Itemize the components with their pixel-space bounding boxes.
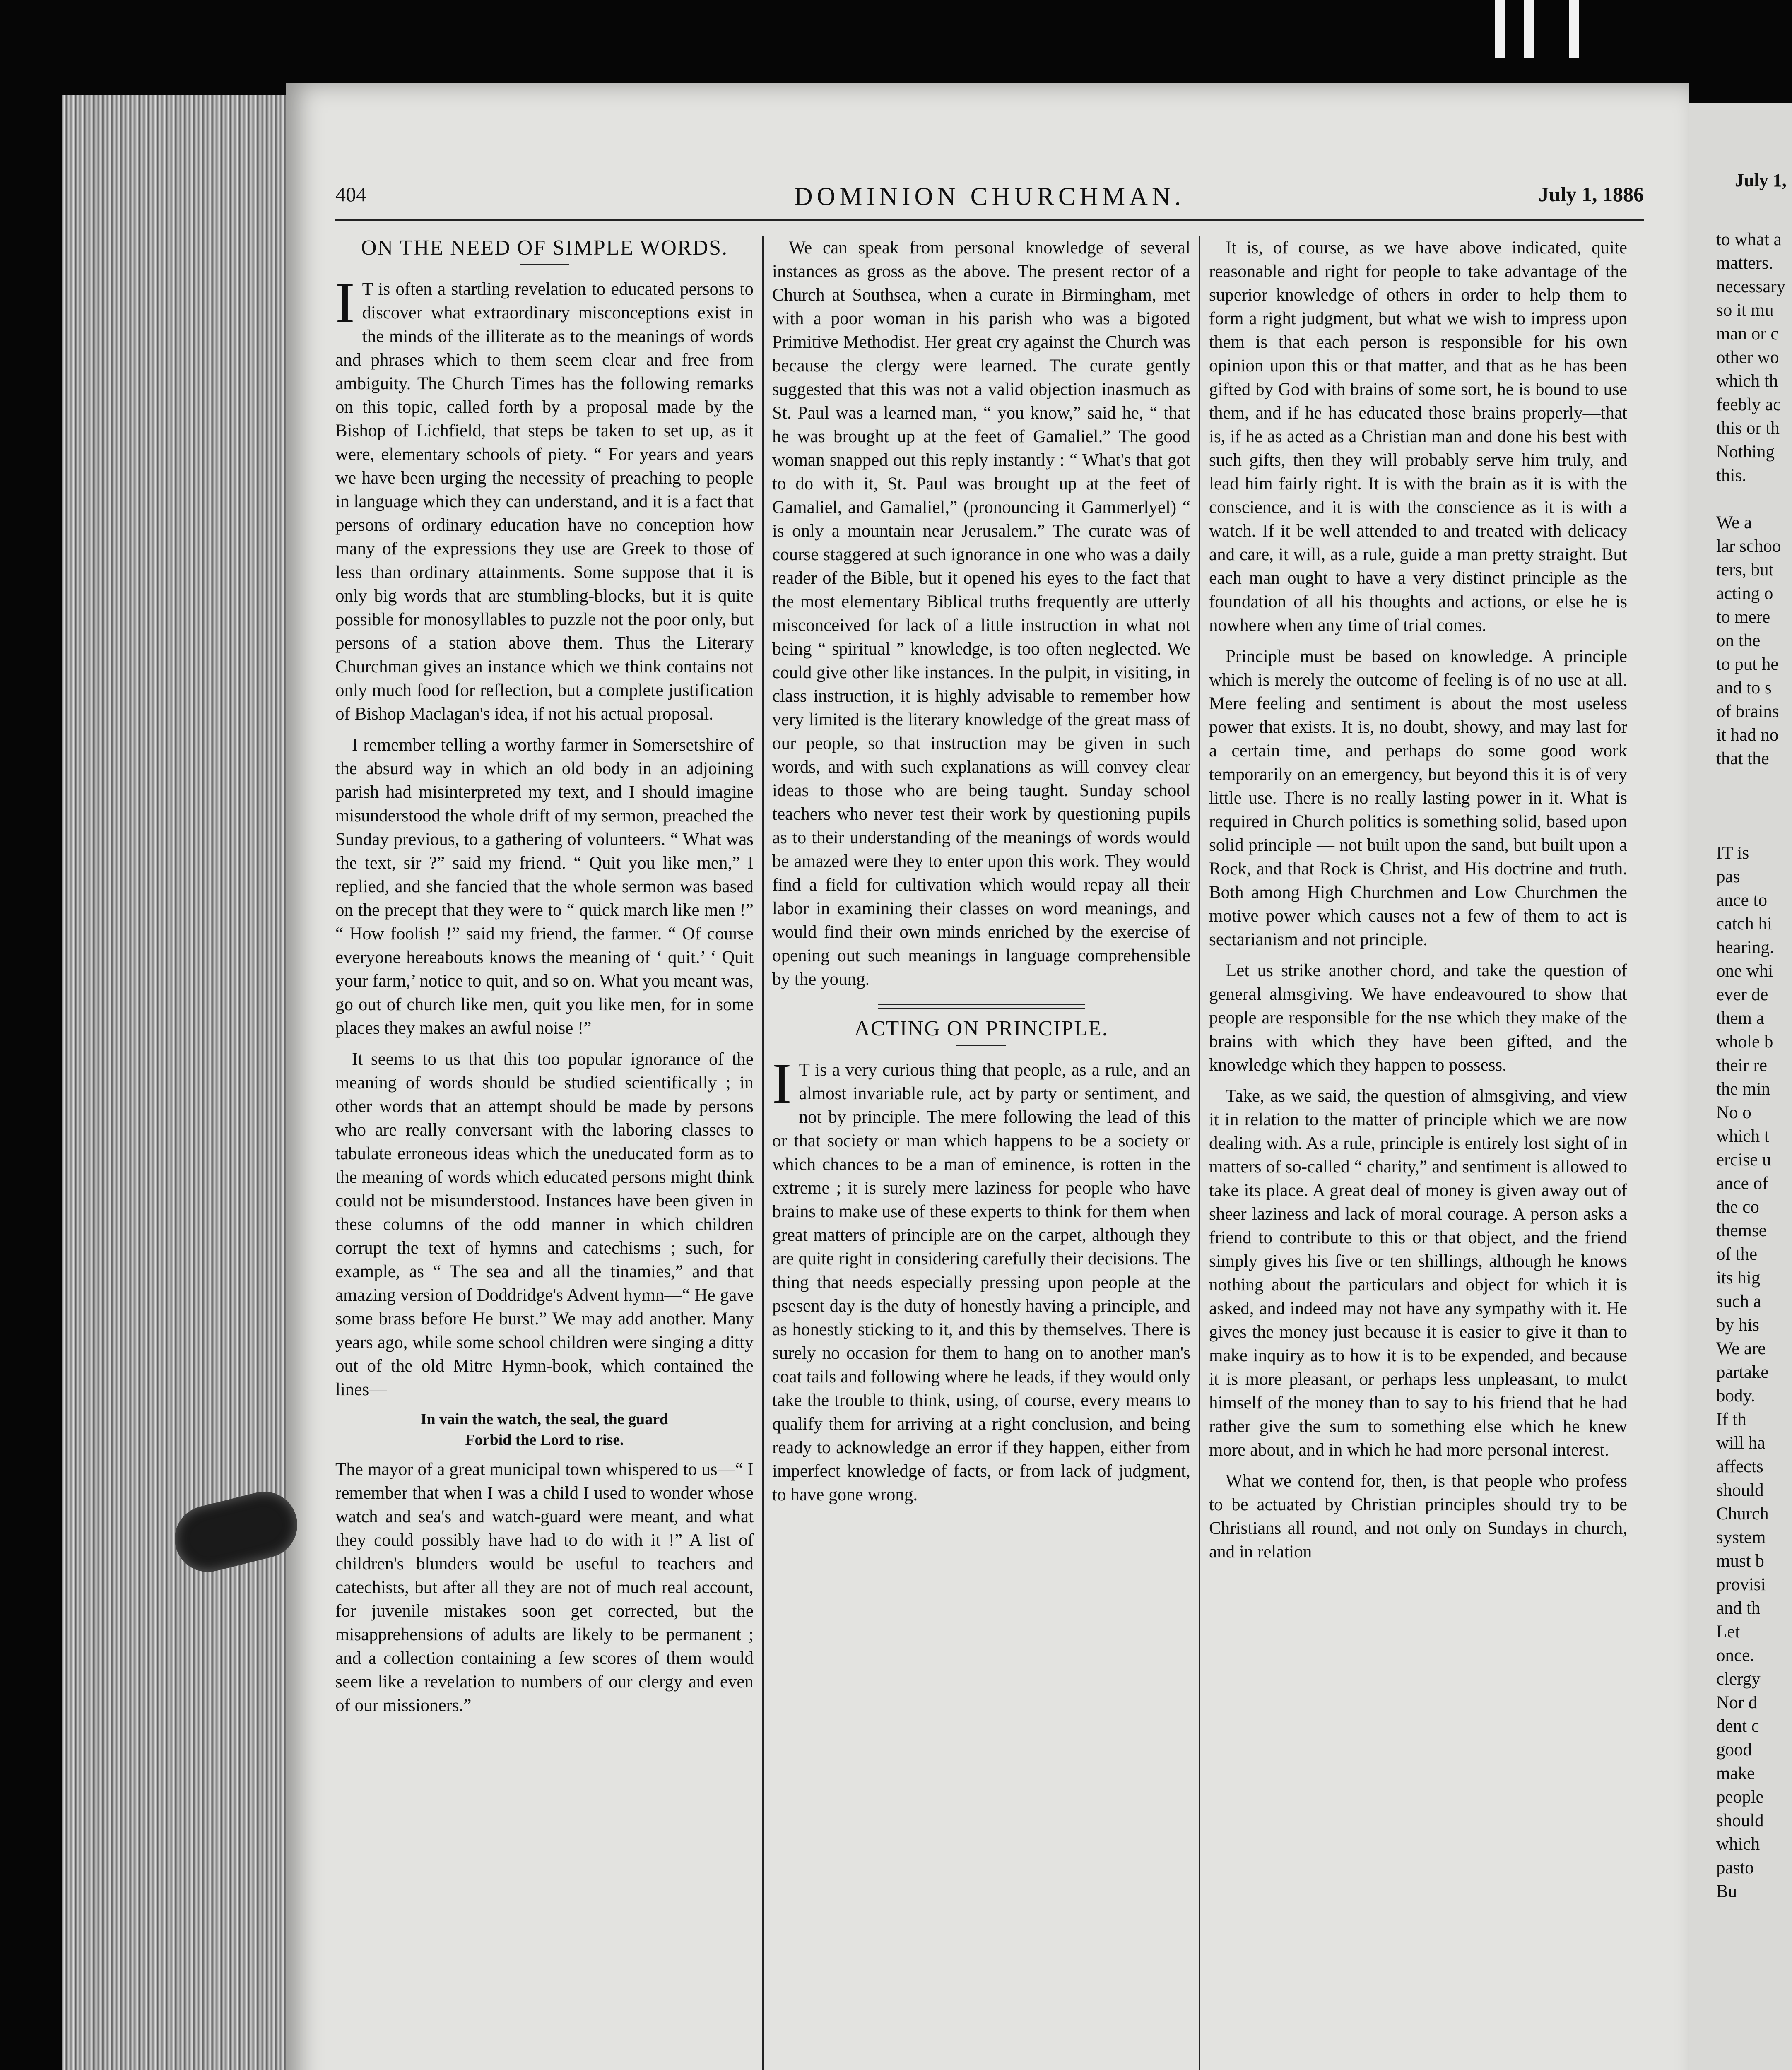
adjacent-line: that the [1716,749,1769,768]
adjacent-line: them a [1716,1009,1764,1028]
adjacent-line: so it mu [1716,301,1774,320]
title-rule [956,1045,1006,1046]
article1-paragraph-2: I remember telling a worthy farmer in Somersetshire of the absurd way in which an old body in an adjoining parish had misinterpreted my text, and I should imagine misunderstood the whole drift of my sermon, preached the Sunday previous, to a gathering of volunteers. “ What was the text, sir ?” said my friend. “ Quit you like men,” I replied, and she fancied that the whole sermon was based on the precept that they were to “ quick march like men !” “ How foolish !” said my friend, the farmer. “ Of course everyone hereabouts knows the meaning of ‘ quit.’ ‘ Quit your farm,’ notice to quit, and so on. What you meant was, go out of church like men, quit you like men, for in some places they makes an awful noise !” [335,735,754,1038]
adjacent-line: the co [1716,1197,1759,1217]
adjacent-line: which [1716,1834,1760,1854]
adjacent-line: dent c [1716,1716,1759,1736]
adjacent-line: this or th [1716,419,1780,438]
article1-paragraph-3: It seems to us that this too popular ignorance of the meaning of words should be studied scientifically ; in other words that an attempt should be made by persons who are really conversant with the laboring classes to tabulate erroneous ideas which the uneducated form as to the meaning of words which educated persons might think could not be misunderstood. Instances have been given in these columns of the odd manner in which children corrupt the text of hymns and catechisms ; such, for example, as “ The sea and all the tinamies,” and that amazing version of Doddridge's Advent hymn—“ He gave some brass before He burst.” We may add another. Many years ago, while some school children were singing a ditty out of the old Mitre Hymn-book, which contained the lines— [335,1049,754,1399]
adjacent-line: man or c [1716,324,1779,344]
adjacent-line: system [1716,1528,1766,1547]
page-number: 404 [335,183,366,206]
adjacent-line: once. [1716,1646,1754,1665]
column-3 [1209,236,1627,2070]
adjacent-line: No o [1716,1103,1751,1122]
adjacent-page-fragment [1689,104,1792,2070]
issue-date: July 1, 1886 [1538,183,1644,206]
adjacent-line: people [1716,1787,1764,1807]
adjacent-line: ance of [1716,1174,1768,1193]
adjacent-line: of brains [1716,702,1779,721]
adjacent-line: lar schoo [1716,537,1781,556]
adjacent-line: such a [1716,1292,1761,1311]
adjacent-line: other wo [1716,348,1779,367]
header-rule [335,219,1644,224]
article2-paragraph-2: It is, of course, as we have above indicated, quite reasonable and right for people to take advantage of the superior knowledge of others in order to help them to form a right judgment, but what we wish to impress upon them is that each person is responsible for his own opinion upon this or that matter, and that as he has been gifted by God with brains of some sort, he is bound to use them, and if he has educated those brains properly—that is, if he as acted as a Christian man and done his best with such gifts, then they will probably serve him truly, and lead him fairly right. It is with the brain as it is with the conscience, and it is with the conscience as it is with a watch. If it be well attended to and treated with delicacy and care, it will, as a rule, guide a man pretty straight. But each man ought to have a very distinct principle as the foundation of all his thoughts and actions, or else he is nowhere when any time of trial comes. [1209,238,1627,635]
adjacent-line: their re [1716,1056,1767,1075]
adjacent-line: feebly ac [1716,395,1781,414]
column-rule-2 [1199,236,1200,2070]
adjacent-line: which th [1716,371,1778,391]
article1-paragraph-1: I T is often a startling revelation to educated persons to discover what extraordinary misconceptions exist in the minds of the illiterate as to the meanings of words and phrases which to them seem clear and free from ambiguity. The Church Times has the following remarks on this topic, called forth by a proposal made by the Bishop of Lichfield, that steps be taken to set up, as it were, elementary schools of piety. “ For years and years we have been urging the necessity of preaching to people in language which they can understand, and it is a fact that persons of ordinary education have no conception how many of the expressions they use are Greek to those of less than ordinary attainments. Some suppose that it is only big words that are stumbling-blocks, but it is quite possible for monosyllables to puzzle not the poor only, but persons of a station above them. Thus the Literary Churchman gives an instance which we think contains not only much food for reflection, but a complete justification of Bishop Maclagan's idea, if not his actual proposal. [335,271,754,724]
adjacent-line: body. [1716,1386,1755,1406]
adjacent-line: whole b [1716,1032,1773,1052]
title-rule [520,264,569,265]
adjacent-line: Church [1716,1504,1769,1524]
adjacent-line [1716,770,1785,794]
adjacent-page-date: July 1, [1735,170,1787,190]
article2-paragraph-5: Take, as we said, the question of almsgiving, and view it in relation to the matter of principle which we are now dealing with. As a rule, principle is entirely lost sight of in matters of so-called “ charity,” and sentiment is allowed to take its place. A great deal of money is given away out of sheer laziness and lack of moral courage. A person asks a friend to contribute to this or that object, and the friend simply gives his five or ten shillings, although he knows nothing about the particulars and object for which it is asked, and indeed may not have any sympathy with it. He gives the money just because it is easier to give it than to make inquiry as to how it is to be expended, and because it is more pleasant, or perhaps less unpleasant, to mulct himself of the money than to say to his friend that he had rather give the sum to something else which he knew more about, and in which he had more personal interest. [1209,1086,1627,1460]
article2-paragraph-4: Let us strike another chord, and take the question of general almsgiving. We have endeavoured to show that people are responsible for the nse which they make of the brains with which they have been gifted, and the knowledge which they happen to possess. [1209,961,1627,1075]
article-title-simple-words: ON THE NEED OF SIMPLE WORDS. [361,236,728,260]
adjacent-line: will ha [1716,1433,1766,1453]
article2-paragraph-6: What we contend for, then, is that people who profess to be actuated by Christian principles should try to be Christians all round, and not only on Sundays in church, and in relation [1209,1471,1627,1562]
adjacent-line [1716,818,1785,841]
adjacent-line: and to s [1716,678,1772,698]
scanner-marks-top [1486,0,1594,58]
adjacent-line: Nor d [1716,1693,1758,1712]
page-header [335,182,1644,215]
hymn-verse [335,1409,754,1450]
adjacent-line: its hig [1716,1268,1761,1288]
adjacent-line: hearing. [1716,938,1774,957]
adjacent-line: pas [1716,867,1740,886]
article1-paragraph-4: The mayor of a great municipal town whispered to us—“ I remember that when I was a child I used to wonder whose watch and sea's and watch-guard were meant, and what they could possibly have had to do with it !” A list of children's blunders would be useful to teachers and catechists, but after all they are not of much real account, for juvenile mistakes soon get corrected, but the misapprehensions of adults are likely to be permanent ; and a collection containing a few scores of them would seem like a revelation to numbers of our clergy and even of our missioners.” [335,1460,754,1715]
book-page-edges [62,95,294,2070]
adjacent-line: and th [1716,1598,1761,1618]
adjacent-line: catch hi [1716,914,1772,934]
adjacent-line: pasto [1716,1858,1754,1877]
adjacent-line: clergy [1716,1669,1761,1689]
adjacent-line: Bu [1716,1882,1737,1901]
adjacent-line: necessary [1716,277,1786,296]
adjacent-line: the min [1716,1079,1770,1099]
adjacent-line: provisi [1716,1575,1766,1594]
column-rule-1 [762,236,764,2070]
adjacent-line: to put he [1716,655,1779,674]
adjacent-line: by his [1716,1315,1759,1335]
adjacent-line: Nothing [1716,442,1775,462]
verse-line-2: Forbid the Lord to rise. [465,1431,624,1449]
adjacent-line: ercise u [1716,1150,1771,1170]
adjacent-line: on the [1716,631,1761,650]
adjacent-line: IT is [1716,843,1749,863]
adjacent-line: If th [1716,1410,1746,1429]
column-2 [772,236,1190,2070]
article2-paragraph-1: I T is a very curious thing that people, as a rule, and an almost invariable rule, act by party or sentiment, and not by principle. The mere following the lead of this or that society or man which happens to be a society or which chances to be a man of eminence, is rotten in the extreme ; it is surely mere laziness for people who have brains to make use of these experts to think for them when great matters of principle are on the carpet, although they are quite right in considering carefully their decisions. The thing that needs especially pressing upon people at the psesent day is the duty of honestly having a principle, and as honestly sticking to it, and this by themselves. There is surely no occasion for them to hang on to another man's coat tails and following where he leads, if they would only take the trouble to think, using, of course, every means to qualify them for arriving at a right conclusion, and being ready to acknowledge an error if they happen, either from imperfect knowledge of facts, or from lack of judgment, to have gone wrong. [772,1052,1190,1504]
adjacent-line: make [1716,1764,1755,1783]
verse-line-1: In vain the watch, the seal, the guard [420,1410,669,1428]
adjacent-line: it had no [1716,725,1779,745]
adjacent-line: Let [1716,1622,1740,1642]
adjacent-line: to mere [1716,607,1770,627]
adjacent-page-text [1716,228,1785,1903]
adjacent-line: should [1716,1480,1764,1500]
dropcap: I [772,1052,792,1116]
adjacent-line: which t [1716,1126,1769,1146]
adjacent-line [1716,794,1785,818]
article1-paragraph-5: We can speak from personal knowledge of several instances as gross as the above. The present rector of a Church at Southsea, when a curate in Birmingham, met with a poor woman in his parish who was a bigoted Primitive Methodist. Her great cry against the Church was because the clergy were learned. The curate gently suggested that this was not a valid objection inasmuch as St. Paul was a learned man, “ you know,” said he, “ that he was brought up at the feet of Gamaliel.” The good woman snapped out this reply instantly : “ What's that got to do with it, St. Paul was brought up at the feet of Gamaliel, and Gamaliel,” (pronouncing it Gammerlyel) “ is only a mountain near Jerusalem.” The curate was of course staggered at such ignorance in one who was a daily reader of the Bible, but it opened his eyes to the fact that the most elementary Biblical truths frequently are utterly misconceived for lack of a little instruction in what not being “ spiritual ” knowledge, is too often neglected. We could give other like instances. In the pulpit, in visiting, in class instruction, it is highly advisable to remember how very limited is the literary knowledge of the great mass of our people, so that instruction may be given in such words, and with such explanations as will convey clear ideas to those who are being taught. Sunday school teachers who never test their work by questioning pupils as to their understanding of the meanings of words would be amazed were they to enter upon this work. They would find a field for cultivation which would repay all their labor in examining their classes on word meanings, and would find their own minds enriched by the exercise of opening out such meanings in language comprehensible by the young. [772,238,1190,989]
article2-paragraph-3: Principle must be based on knowledge. A principle which is merely the outcome of feeling is of no use at all. Mere feeling and sentiment is about the most useless power that exists. It is, no doubt, showy, and may last for a certain time, and perhaps do some good work temporarily on an emergency, but beyond this it is of very little use. There is no really lasting power in it. What is required in Church politics is something solid, based upon solid principle — not built upon the sand, but built upon a Rock, and that Rock is Christ, and His doctrine and truth. Both among High Churchmen and Low Churchmen the motive power which causes not a few of them to act is sectarianism and not principle. [1209,647,1627,949]
adjacent-line: We are [1716,1339,1766,1358]
column-1 [335,236,754,2070]
adjacent-line: must b [1716,1551,1764,1571]
article-title-acting-on-principle: ACTING ON PRINCIPLE. [854,1017,1108,1040]
article-separator [878,1004,1085,1009]
adjacent-line: ever de [1716,985,1768,1004]
adjacent-line: acting o [1716,584,1773,603]
adjacent-line: ters, but [1716,560,1774,580]
adjacent-line: to what a [1716,230,1782,249]
adjacent-line [1716,487,1785,511]
dropcap: I [335,271,355,335]
adjacent-line: matters. [1716,253,1773,273]
masthead-title: DOMINION CHURCHMAN. [794,183,1185,211]
adjacent-line: one whi [1716,961,1773,981]
adjacent-line: affects [1716,1457,1763,1476]
adjacent-line: should [1716,1811,1764,1830]
adjacent-line: this. [1716,466,1746,485]
adjacent-line: of the [1716,1244,1758,1264]
adjacent-line: partake [1716,1362,1769,1382]
adjacent-line: themse [1716,1221,1767,1240]
adjacent-line: ance to [1716,891,1767,910]
adjacent-line: We a [1716,513,1752,532]
newspaper-page [286,83,1689,2070]
adjacent-line: good [1716,1740,1752,1760]
